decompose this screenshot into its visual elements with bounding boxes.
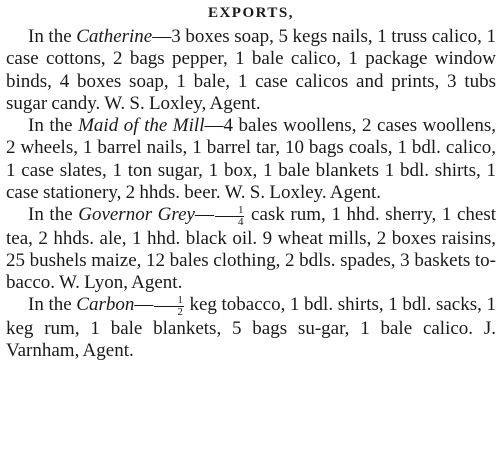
entry-prefix: In the bbox=[28, 294, 77, 316]
export-entry-governor-grey bbox=[6, 204, 496, 294]
entry-text: cask rum, 1 hhd. sherry, 1 chest tea, 2 hhds. ale, 1 hhd. black oil. 9 wheat mills, 2 boxes raisins, 25 bushels maize, 12 bales clothing, 2 bdls. spades, 3 baskets to-bacco. W. Lyon, Agent. bbox=[6, 204, 496, 294]
ship-name: Governor Grey bbox=[78, 204, 195, 226]
fraction-numerator: 1 bbox=[154, 295, 184, 307]
section-heading: EXPORTS, bbox=[207, 5, 295, 21]
fraction-dash: — bbox=[194, 204, 214, 226]
entry-prefix: In the bbox=[28, 26, 77, 47]
export-entry-maid-of-the-mill bbox=[6, 115, 496, 204]
entry-prefix: In the bbox=[28, 204, 79, 226]
fraction-denominator: 4 bbox=[237, 215, 244, 228]
ship-name: Carbon bbox=[76, 294, 135, 316]
export-entry-carbon bbox=[6, 294, 496, 362]
entry-text: —3 boxes soap, 5 kegs nails, 1 truss calico, 1 case cottons, 2 bags pepper, 1 bale calico, 1 package window binds, 4 boxes soap, 1 bale, 1 case calicos and prints, 3 tubs sugar candy. W. S. Loxley, Agent. bbox=[6, 26, 496, 114]
ship-name: Catherine bbox=[76, 26, 153, 47]
fraction bbox=[215, 205, 245, 228]
fraction-numerator: 1 bbox=[215, 205, 245, 217]
fraction-denominator: 2 bbox=[177, 305, 183, 318]
fraction bbox=[154, 295, 184, 318]
newspaper-column bbox=[6, 2, 496, 362]
entry-text: keg tobacco, 1 bdl. shirts, 1 bdl. sacks, 1 keg rum, 1 bale blankets, 5 bags su-gar, 1 bale calico. J. Varnham, Agent. bbox=[6, 294, 496, 361]
entry-text: —4 bales woollens, 2 cases woollens, 2 wheels, 1 barrel nails, 1 barrel tar, 10 bags coals, 1 bdl. calico, 1 case slates, 1 ton sugar, 1 box, 1 bale blankets 1 bdl. shirts, 1 case stationery, 2 hhds. beer. W. S. Loxley. Agent. bbox=[6, 115, 496, 204]
fraction-dash: — bbox=[134, 294, 154, 316]
entry-prefix: In the bbox=[28, 115, 79, 137]
export-entry-catherine bbox=[6, 26, 496, 115]
ship-name: Maid of the Mill bbox=[78, 115, 205, 137]
